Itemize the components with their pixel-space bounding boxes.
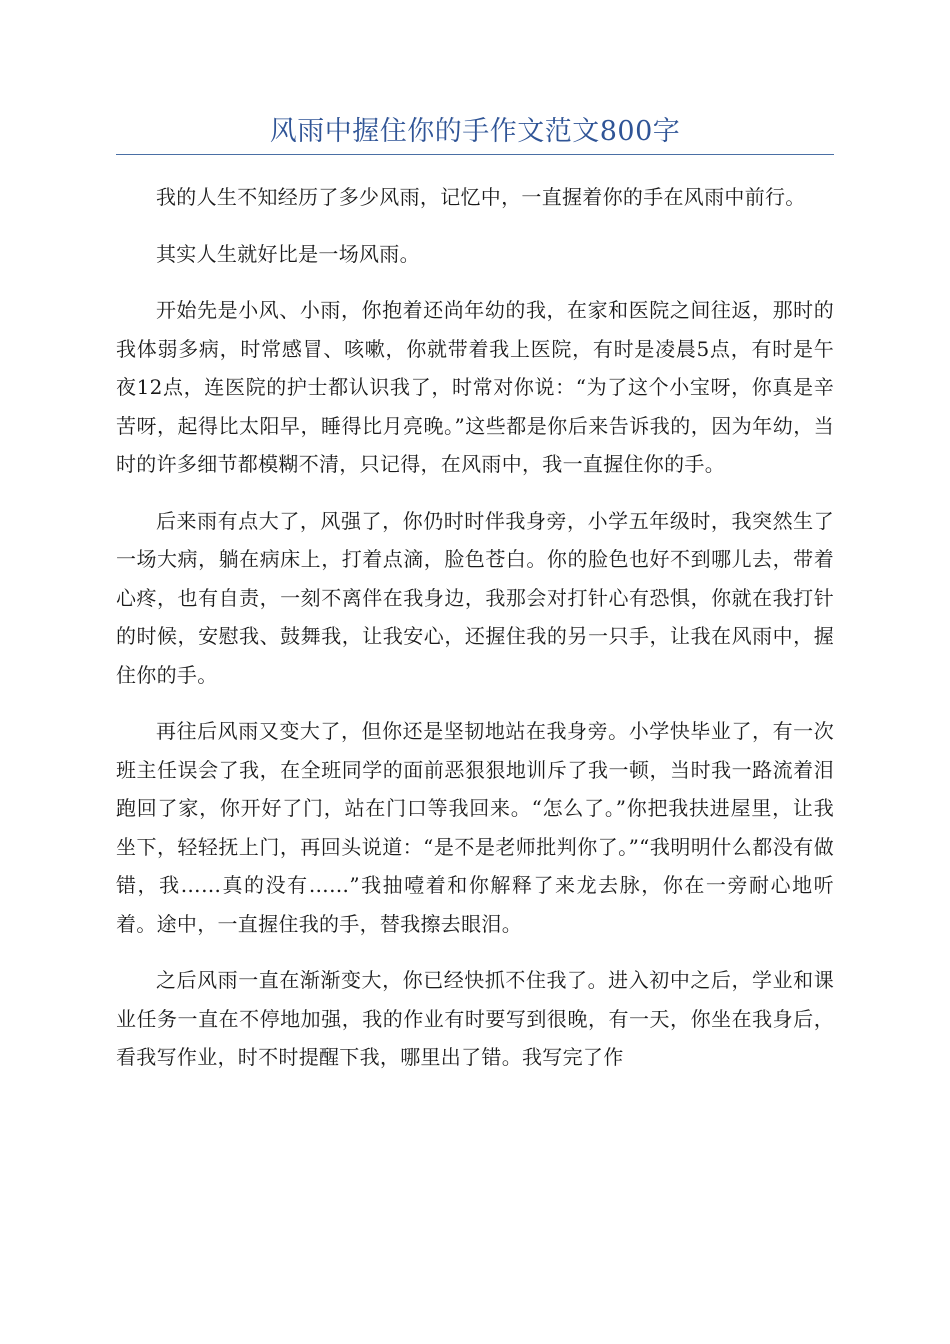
paragraph: 再往后风雨又变大了，但你还是坚韧地站在我身旁。小学快毕业了，有一次班主任误会了我，在全班同学的面前恶狠狠地训斥了我一顿，当时我一路流着泪跑回了家，你开好了门，站在门口等我回来。“怎么了。”你把我扶进屋里，让我坐下，轻轻抚上门，再回头说道：“是不是老师批判你了。”“我明明什么都没有做错，我……真的没有……”我抽噎着和你解释了来龙去脉，你在一旁耐心地听着。途中，一直握住我的手，替我擦去眼泪。 bbox=[116, 719, 834, 936]
paragraph: 开始先是小风、小雨，你抱着还尚年幼的我，在家和医院之间往返，那时的我体弱多病，时常感冒、咳嗽，你就带着我上医院，有时是凌晨5点，有时是午夜12点，连医院的护士都认识我了，时常对你说：“为了这个小宝呀，你真是辛苦呀，起得比太阳早，睡得比月亮晚。”这些都是你后来告诉我的，因为年幼，当时的许多细节都模糊不清，只记得，在风雨中，我一直握住你的手。 bbox=[116, 298, 834, 476]
title-underline bbox=[116, 154, 834, 155]
document-title: 风雨中握住你的手作文范文800字 bbox=[269, 116, 681, 147]
document-body bbox=[116, 178, 834, 1095]
paragraph: 之后风雨一直在渐渐变大，你已经快抓不住我了。进入初中之后，学业和课业任务一直在不停地加强，我的作业有时要写到很晚，有一天，你坐在我身后，看我写作业，时不时提醒下我，哪里出了错。我写完了作 bbox=[116, 968, 834, 1069]
paragraph: 我的人生不知经历了多少风雨，记忆中，一直握着你的手在风雨中前行。 bbox=[156, 185, 806, 209]
paragraph: 后来雨有点大了，风强了，你仍时时伴我身旁，小学五年级时，我突然生了一场大病，躺在病床上，打着点滴，脸色苍白。你的脸色也好不到哪儿去，带着心疼，也有自责，一刻不离伴在我身边，我那会对打针心有恐惧，你就在我打针的时候，安慰我、鼓舞我，让我安心，还握住我的另一只手，让我在风雨中，握住你的手。 bbox=[116, 508, 834, 687]
paragraph: 其实人生就好比是一场风雨。 bbox=[156, 241, 420, 266]
